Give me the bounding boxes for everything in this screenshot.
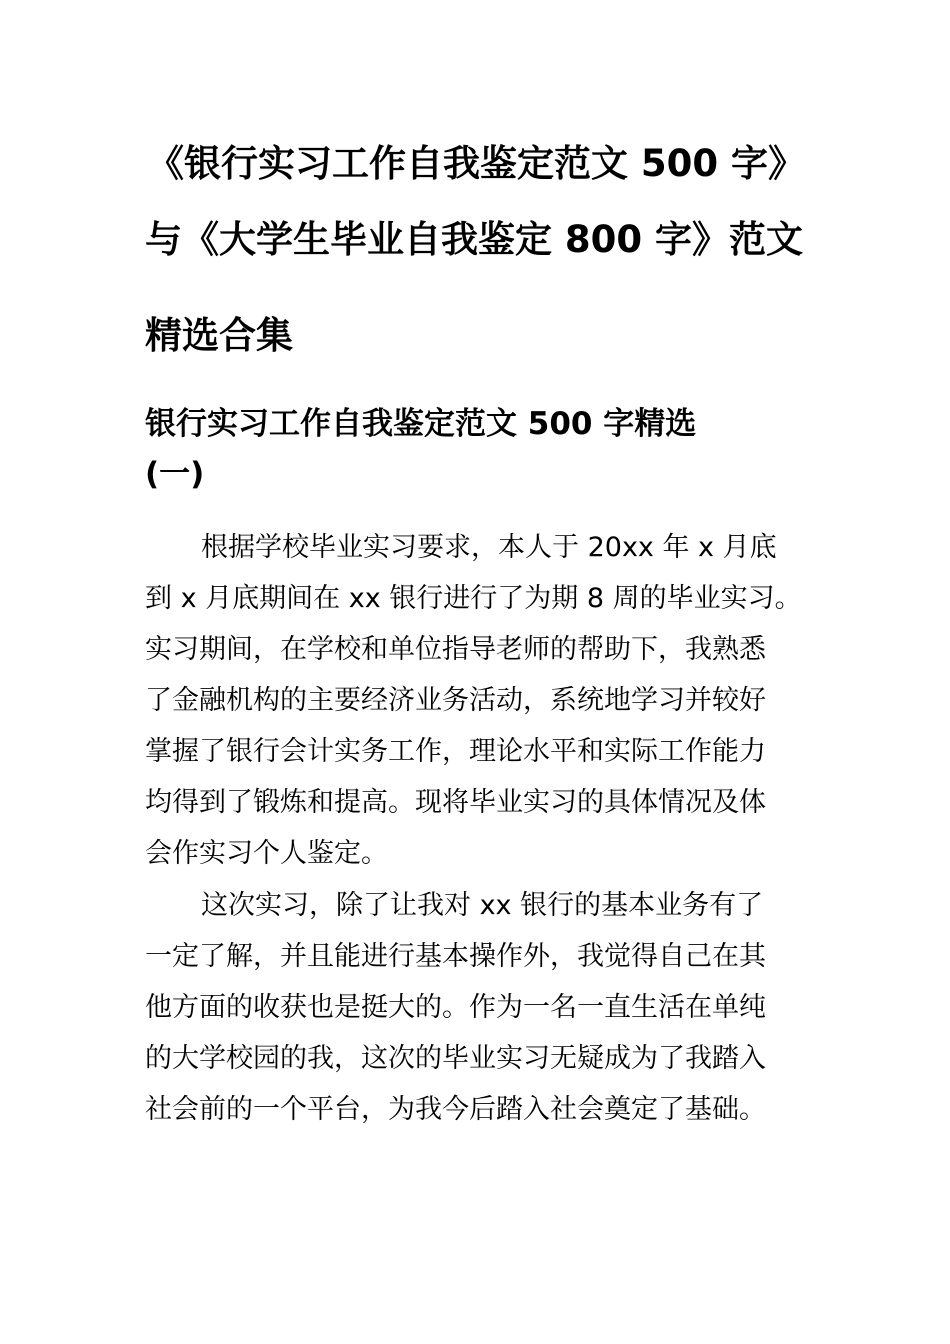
paragraph-line: 实习期间，在学校和单位指导老师的帮助下，我熟悉 [145, 634, 766, 665]
document-title-line-3: 精选合集 [145, 314, 293, 357]
document-title-line-2: 与《大学生毕业自我鉴定 800 字》范文 [145, 218, 803, 261]
section-heading-line-2: (一) [145, 456, 205, 492]
paragraph-line: 他方面的收获也是挺大的。作为一名一直生活在单纯 [145, 992, 766, 1023]
paragraph-line: 了金融机构的主要经济业务活动，系统地学习并较好 [145, 685, 766, 716]
paragraph-line: 会作实习个人鉴定。 [145, 838, 388, 869]
paragraph-line: 根据学校毕业实习要求，本人于 20xx 年 x 月底 [201, 532, 777, 563]
paragraph-line: 社会前的一个平台，为我今后踏入社会奠定了基础。 [145, 1094, 766, 1125]
paragraph-line: 一定了解，并且能进行基本操作外，我觉得自己在其 [145, 941, 766, 972]
paragraph-line: 的大学校园的我，这次的毕业实习无疑成为了我踏入 [145, 1043, 766, 1074]
paragraph-line: 均得到了锻炼和提高。现将毕业实习的具体情况及体 [145, 787, 766, 818]
paragraph-line: 到 x 月底期间在 xx 银行进行了为期 8 周的毕业实习。 [145, 583, 802, 614]
paragraph-line: 这次实习，除了让我对 xx 银行的基本业务有了 [201, 890, 764, 921]
section-heading-line-1: 银行实习工作自我鉴定范文 500 字精选 [145, 406, 697, 442]
document-title-line-1: 《银行实习工作自我鉴定范文 500 字》 [147, 142, 805, 185]
paragraph-line: 掌握了银行会计实务工作，理论水平和实际工作能力 [145, 736, 766, 767]
paragraph-1 [145, 522, 807, 879]
paragraph-2 [145, 880, 807, 1135]
